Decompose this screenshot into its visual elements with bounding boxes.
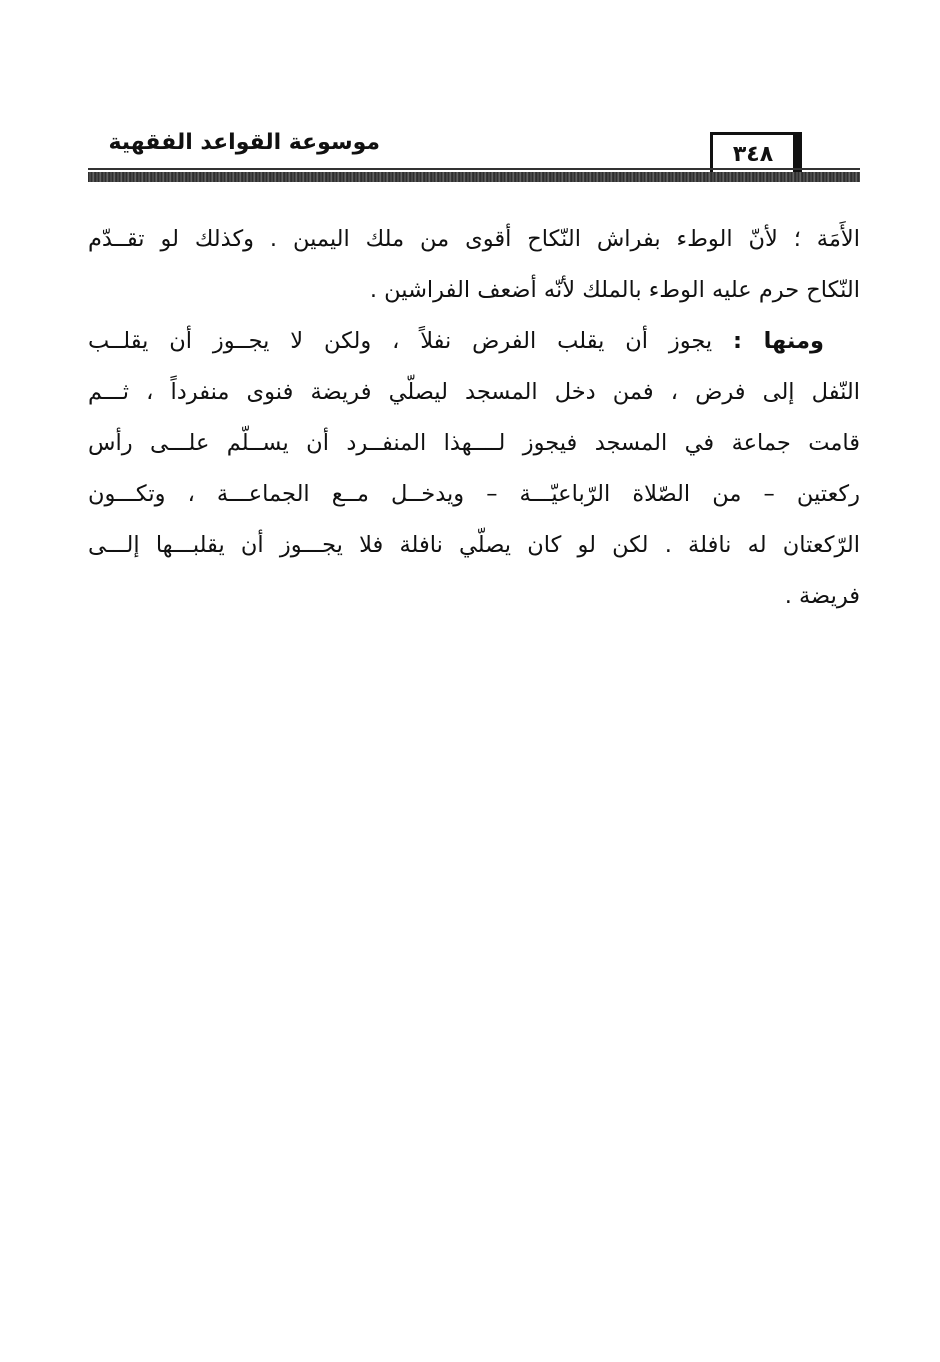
header-divider-thin (88, 168, 860, 170)
text-line: فريضة . (784, 583, 860, 609)
text-line: الأَمَة ؛ لأنّ الوطء بفراش النّكاح أقوى من ملك اليمين . وكذلك لو تقــدّم (88, 226, 860, 252)
page-header (88, 124, 860, 186)
header-divider (88, 172, 860, 182)
text-line: الرّكعتان له نافلة . لكن لو كان يصلّي نافلة فلا يجـــوز أن يقلبـــها إلـــى (88, 532, 860, 558)
text-line-rest: يجوز أن يقلب الفرض نفلاً ، ولكن لا يجــوز أن يقلــب (88, 328, 713, 354)
paragraph-start-line (88, 316, 860, 367)
paragraph-lead-word: ومنها : (733, 328, 825, 354)
page-number: ٣٤٨ (710, 132, 796, 174)
text-line: قامت جماعة في المسجد فيجوز لــــهذا المنفــرد أن يســلّم علـــى رأس (88, 430, 860, 456)
text-line: النّكاح حرم عليه الوطء بالملك لأنّه أضعف الفراشين . (369, 277, 860, 303)
body-text (88, 214, 860, 622)
book-title: موسوعة القواعد الفقهية (108, 130, 380, 155)
text-line: ركعتين – من الصّلاة الرّباعيّـــة – ويدخــل مــع الجماعـــة ، وتكـــون (88, 481, 860, 507)
text-line: النّفل إلى فرض ، فمن دخل المسجد ليصلّي فريضة فنوى منفرداً ، ثـــم (88, 379, 860, 405)
